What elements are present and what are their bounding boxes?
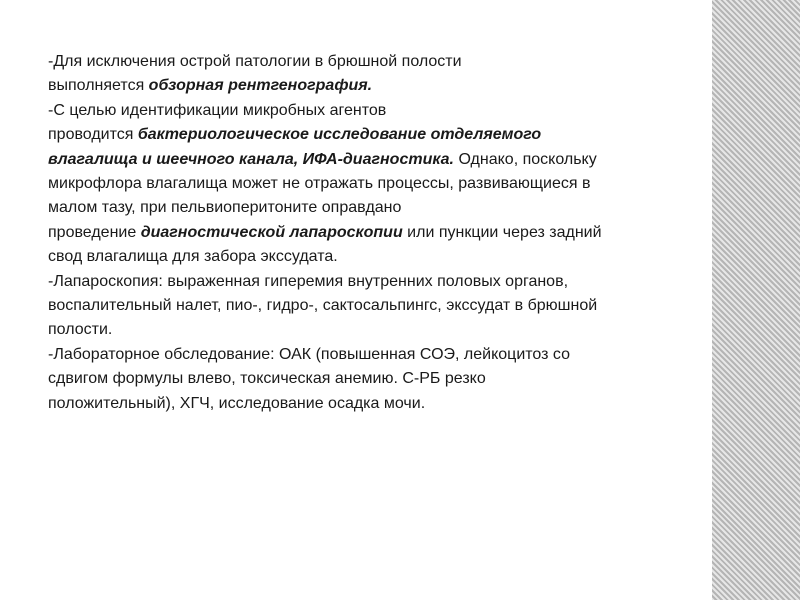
text-segment: микрофлора влагалища может не отражать процессы, развивающиеся в [48, 175, 591, 193]
text-segment: -С целью идентификации микробных агентов [48, 101, 387, 119]
text-line [48, 245, 748, 269]
text-segment: проведение [48, 223, 141, 241]
text-line [48, 270, 748, 294]
text-segment: малом тазу, при пельвиоперитоните оправдано [48, 199, 402, 217]
text-segment: сдвигом формулы влево, токсическая анемию. С-РБ резко [48, 370, 486, 388]
decorative-side-band [712, 0, 800, 600]
text-segment: проводится [48, 126, 138, 144]
text-line [48, 172, 748, 196]
text-segment: Однако, поскольку [454, 150, 597, 168]
text-line [48, 148, 748, 172]
emphasized-term: обзорная рентгенография. [148, 77, 373, 95]
text-line [48, 123, 748, 147]
text-segment: полости. [48, 321, 113, 339]
text-line [48, 343, 748, 367]
text-line [48, 318, 748, 342]
text-line [48, 294, 748, 318]
text-line [48, 74, 748, 98]
text-line [48, 99, 748, 123]
text-segment: -Лабораторное обследование: ОАК (повышенная СОЭ, лейкоцитоз со [48, 345, 570, 363]
emphasized-term: диагностической лапароскопии [140, 223, 403, 241]
text-line [48, 221, 748, 245]
text-segment: выполняется [48, 77, 149, 95]
text-segment: воспалительный налет, пио-, гидро-, сактосальпингс, экссудат в брюшной [48, 297, 598, 315]
slide-text-block [48, 50, 748, 416]
text-segment: -Для исключения острой патологии в брюшной полости [48, 53, 462, 70]
text-segment: положительный), ХГЧ, исследование осадка мочи. [48, 394, 426, 412]
emphasized-term: бактериологическое исследование отделяемого [137, 126, 542, 144]
text-line [48, 392, 748, 416]
text-segment: свод влагалища для забора экссудата. [48, 248, 338, 266]
text-segment: -Лапароскопия: выраженная гиперемия внутренних половых органов, [48, 272, 569, 290]
text-line [48, 50, 748, 74]
text-line [48, 367, 748, 391]
emphasized-term: влагалища и шеечного канала, ИФА-диагностика. [48, 150, 454, 168]
text-segment: или пункции через задний [402, 223, 602, 241]
text-line [48, 196, 748, 220]
